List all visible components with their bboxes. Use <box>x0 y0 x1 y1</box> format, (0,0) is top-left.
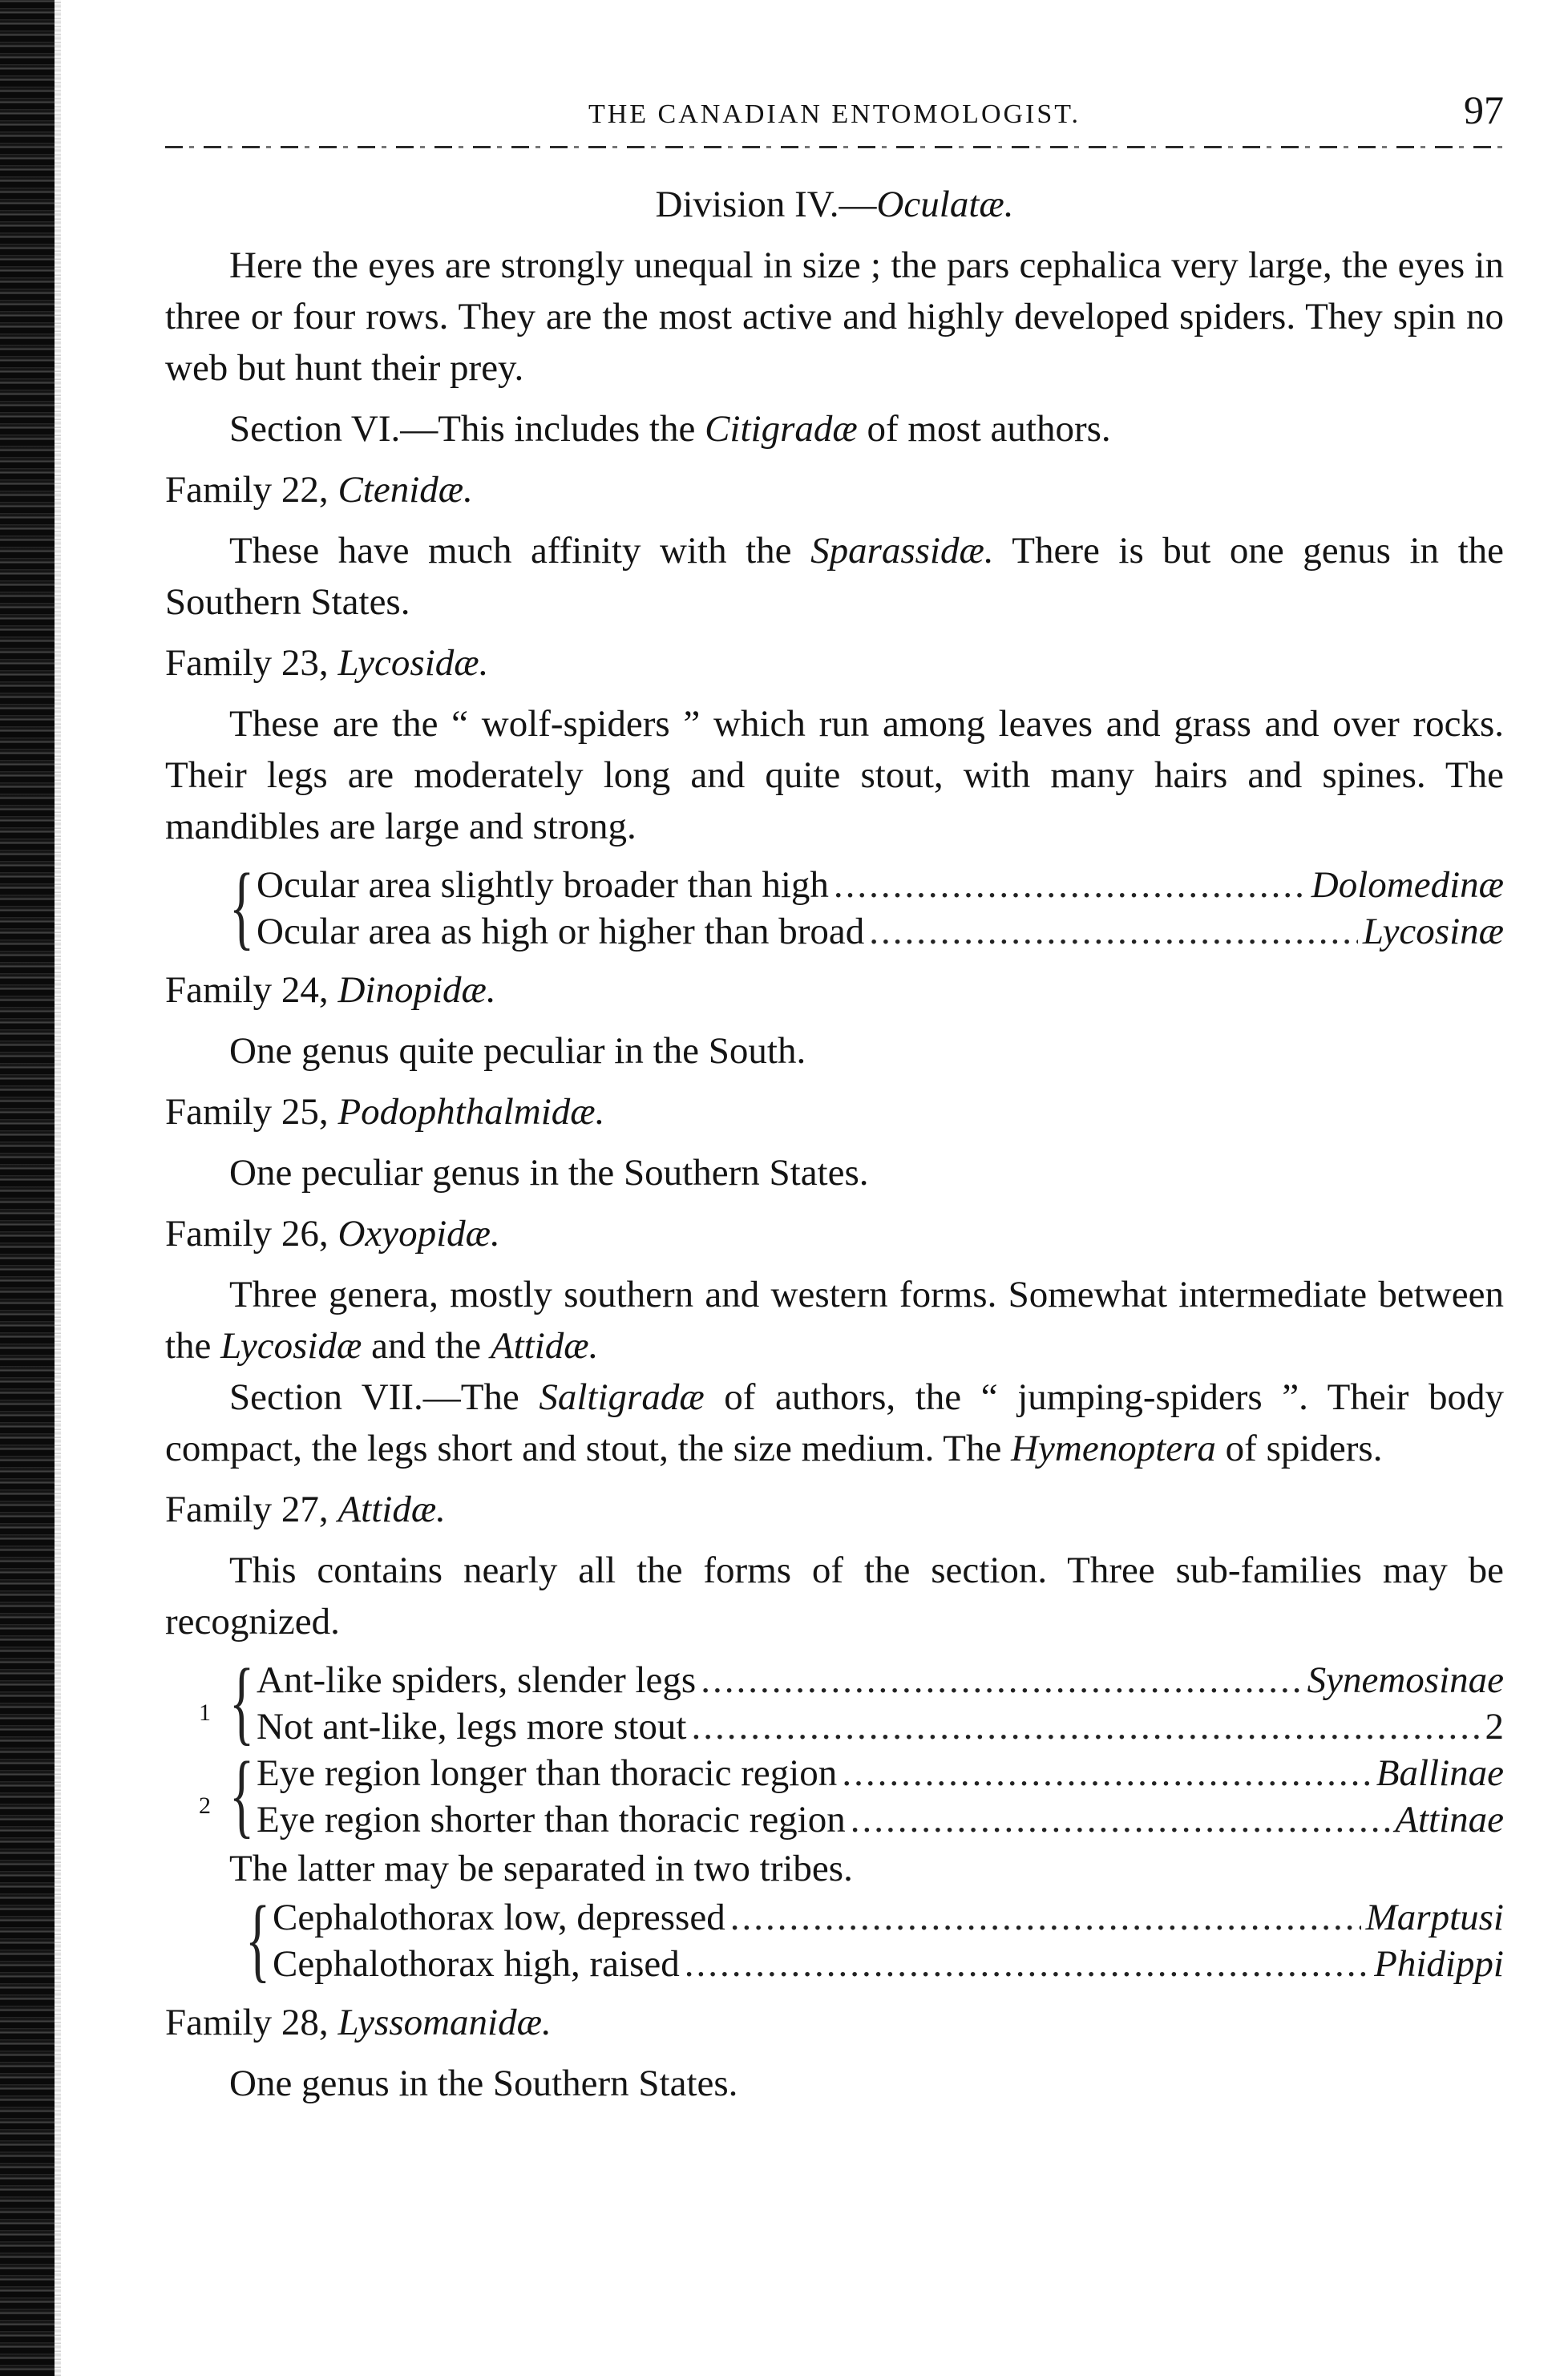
family-23-heading: Family 23, Lycosidæ. <box>165 642 489 684</box>
key-row: Not ant-like, legs more stout ..... 2 <box>229 1703 1504 1750</box>
key-row: Ocular area slightly broader than high ..... Dolomedinæ <box>229 862 1504 908</box>
running-header <box>165 87 1504 143</box>
division-heading: Division IV.—Oculatæ. <box>655 184 1014 225</box>
brace-icon: { <box>229 1742 255 1847</box>
key-number: 1 <box>199 1699 211 1726</box>
tribes-text: The latter may be separated in two tribes. <box>229 1848 853 1889</box>
family-25-text: One peculiar genus in the Southern States. <box>229 1152 869 1194</box>
brace-icon: { <box>229 1649 255 1754</box>
key-row: Ocular area as high or higher than broad ..... Lycosinæ <box>229 908 1504 955</box>
key-row: Ant-like spiders, slender legs ..... Synemosinae <box>229 1657 1504 1703</box>
key-attidae-1 <box>199 1649 1504 1754</box>
family-26-text: Three genera, mostly southern and western forms. Somewhat intermediate between the Lycosidæ and the Attidæ. <box>165 1274 1504 1367</box>
section-6-heading: Section VI.—This includes the Citigradæ of most authors. <box>229 408 1111 450</box>
paragraph-oculatae: Here the eyes are strongly unequal in size ; the pars cephalica very large, the eyes in three or four rows. They are the most active and highly developed spiders. They spin no web but hunt their prey. <box>165 244 1504 389</box>
brace-icon: { <box>245 1886 271 1991</box>
key-row: Eye region longer than thoracic region ..... Ballinae <box>229 1750 1504 1796</box>
key-row: Cephalothorax high, raised ..... Phidippi <box>245 1941 1504 1987</box>
family-27-text: This contains nearly all the forms of the section. Three sub-families may be recognized. <box>165 1550 1504 1643</box>
family-28-heading: Family 28, Lyssomanidæ. <box>165 2002 552 2043</box>
journal-title: THE CANADIAN ENTOMOLOGIST. <box>588 99 1081 129</box>
key-attidae-2 <box>199 1742 1504 1847</box>
book-spine-edge <box>0 0 55 2376</box>
key-tribes <box>245 1886 1504 1991</box>
page-number: 97 <box>1464 87 1504 132</box>
family-24-text: One genus quite peculiar in the South. <box>229 1030 806 1072</box>
key-lycosidae <box>229 854 1504 959</box>
family-25-heading: Family 25, Podophthalmidæ. <box>165 1091 605 1133</box>
page-edge-shadow <box>55 0 61 2376</box>
page-body <box>165 87 1504 2109</box>
header-rule <box>165 146 1504 148</box>
family-24-heading: Family 24, Dinopidæ. <box>165 969 496 1011</box>
section-7-text: Section VII.—The Saltigradæ of authors, the “ jumping-spiders ”. Their body compact, the legs short and stout, the size medium. The Hymenoptera of spiders. <box>165 1376 1504 1469</box>
brace-icon: { <box>229 854 255 959</box>
family-28-text: One genus in the Southern States. <box>229 2063 738 2104</box>
family-26-heading: Family 26, Oxyopidæ. <box>165 1213 500 1255</box>
family-22-heading: Family 22, Ctenidæ. <box>165 469 473 511</box>
family-23-text: These are the “ wolf-spiders ” which run among leaves and grass and over rocks. Their legs are moderately long and quite stout, with many hairs and spines. The mandibles are large and strong. <box>165 703 1504 847</box>
key-row: Eye region shorter than thoracic region ..... Attinae <box>229 1796 1504 1843</box>
key-number: 2 <box>199 1792 211 1819</box>
family-22-text: These have much affinity with the Sparassidæ. There is but one genus in the Southern States. <box>165 530 1504 623</box>
key-row: Cephalothorax low, depressed ..... Marptusi <box>245 1894 1504 1941</box>
family-27-heading: Family 27, Attidæ. <box>165 1489 446 1530</box>
